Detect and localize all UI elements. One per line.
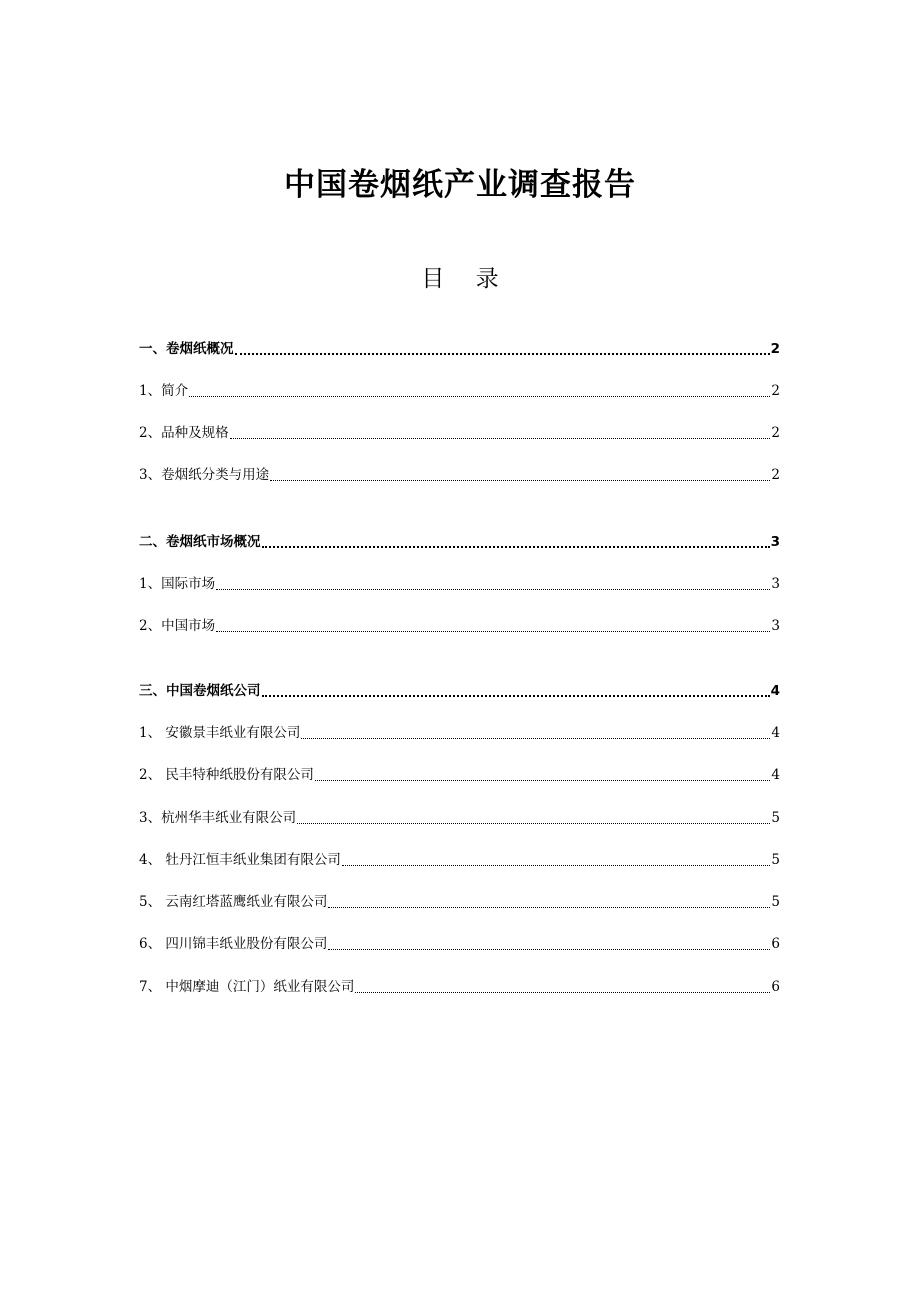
toc-entry-company-3[interactable] xyxy=(139,807,780,829)
toc-page-number: 6 xyxy=(771,979,780,995)
toc-entry-international-market[interactable] xyxy=(139,573,780,595)
toc-entry-section-3[interactable] xyxy=(139,680,780,702)
toc-page-number: 2 xyxy=(770,341,780,357)
toc-entry-varieties[interactable] xyxy=(139,422,780,444)
toc-entry-intro[interactable] xyxy=(139,380,780,402)
toc-dot-leader xyxy=(216,615,770,637)
toc-entry-label: 1、简介 xyxy=(139,383,189,399)
toc-entry-classification[interactable] xyxy=(139,464,780,486)
toc-entry-label: 6、 四川锦丰纸业股份有限公司 xyxy=(139,936,328,952)
toc-entry-company-7[interactable] xyxy=(139,976,780,998)
toc-dot-leader xyxy=(262,680,770,702)
toc-entry-section-1[interactable] xyxy=(139,338,780,360)
toc-dot-leader xyxy=(328,891,770,913)
toc-entry-label: 二、卷烟纸市场概况 xyxy=(139,534,261,550)
toc-entry-label: 4、 牡丹江恒丰纸业集团有限公司 xyxy=(139,852,341,868)
toc-dot-leader xyxy=(355,976,770,998)
toc-entry-company-1[interactable] xyxy=(139,722,780,744)
toc-page-number: 5 xyxy=(771,894,780,910)
toc-dot-leader xyxy=(301,722,770,744)
toc-entry-label: 1、 安徽景丰纸业有限公司 xyxy=(139,725,301,741)
table-of-contents xyxy=(139,0,780,1302)
toc-entry-section-2[interactable] xyxy=(139,531,780,553)
toc-dot-leader xyxy=(189,380,770,402)
document-title: 中国卷烟纸产业调查报告 xyxy=(284,167,636,203)
toc-entry-label: 3、卷烟纸分类与用途 xyxy=(139,467,270,483)
toc-dot-leader xyxy=(342,849,771,871)
toc-page-number: 3 xyxy=(771,576,780,592)
toc-dot-leader xyxy=(230,422,771,444)
toc-entry-label: 三、中国卷烟纸公司 xyxy=(139,683,261,699)
toc-dot-leader xyxy=(270,464,770,486)
toc-entry-label: 2、 民丰特种纸股份有限公司 xyxy=(139,767,314,783)
toc-entry-label: 3、杭州华丰纸业有限公司 xyxy=(139,810,297,826)
toc-entry-company-6[interactable] xyxy=(139,933,780,955)
toc-page-number: 4 xyxy=(771,767,780,783)
toc-dot-leader xyxy=(315,764,771,786)
toc-page-number: 5 xyxy=(771,852,780,868)
toc-page-number: 4 xyxy=(770,683,780,699)
toc-page-number: 5 xyxy=(771,810,780,826)
toc-entry-company-5[interactable] xyxy=(139,891,780,913)
toc-entry-label: 一、卷烟纸概况 xyxy=(139,341,234,357)
toc-entry-label: 2、品种及规格 xyxy=(139,425,229,441)
toc-entry-label: 1、国际市场 xyxy=(139,576,216,592)
toc-dot-leader xyxy=(216,573,770,595)
toc-entry-company-4[interactable] xyxy=(139,849,780,871)
toc-dot-leader xyxy=(262,531,770,553)
toc-page-number: 2 xyxy=(771,383,780,399)
toc-entry-label: 2、中国市场 xyxy=(139,618,216,634)
toc-page-number: 3 xyxy=(771,618,780,634)
toc-page-number: 3 xyxy=(770,534,780,550)
toc-page-number: 6 xyxy=(771,936,780,952)
toc-dot-leader xyxy=(235,338,770,360)
toc-page-number: 4 xyxy=(771,725,780,741)
toc-entry-china-market[interactable] xyxy=(139,615,780,637)
toc-heading: 目 录 xyxy=(421,266,511,292)
toc-page-number: 2 xyxy=(771,425,780,441)
toc-entry-label: 5、 云南红塔蓝鹰纸业有限公司 xyxy=(139,894,328,910)
toc-page-number: 2 xyxy=(771,467,780,483)
toc-dot-leader xyxy=(328,933,770,955)
toc-dot-leader xyxy=(297,807,770,829)
toc-entry-label: 7、 中烟摩迪（江门）纸业有限公司 xyxy=(139,979,355,995)
toc-entry-company-2[interactable] xyxy=(139,764,780,786)
